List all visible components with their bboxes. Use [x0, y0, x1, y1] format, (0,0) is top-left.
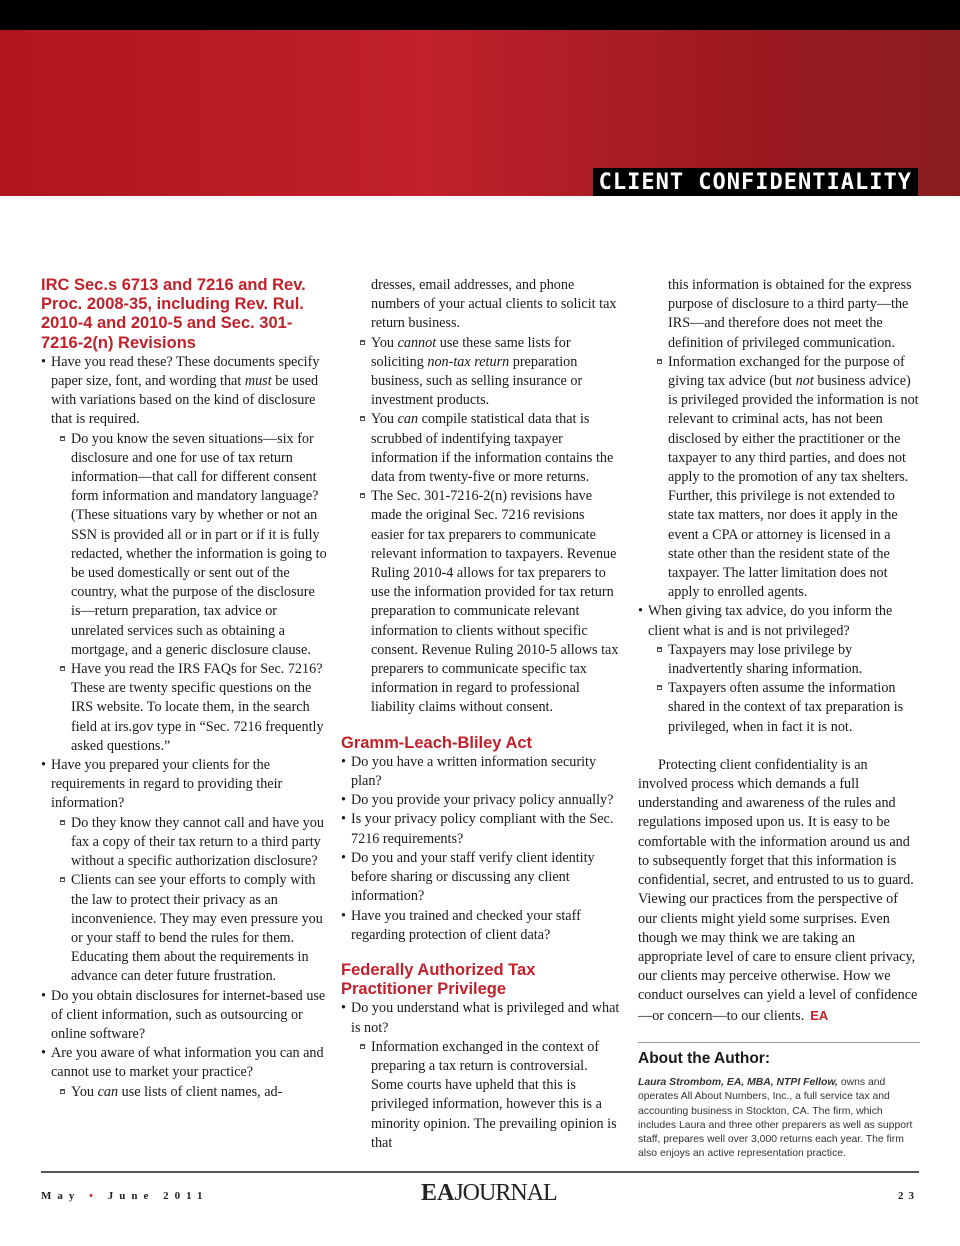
sub-list-item: You cannot use these same lists for soliciting non-tax return preparation business, such as selling insurance or investment products. [341, 334, 621, 411]
ea-journal-logo: EAJOURNAL [421, 1180, 557, 1206]
top-black-bar [0, 0, 960, 30]
sub-list-item: Information exchanged for the purpose of giving tax advice (but not business advice) is privileged provided the information is not relevant to criminal acts, has not been disclosed by either the practitioner or the taxpayer to any third parties, and does not apply to the promotion of any tax shelters. Further, this privilege is not extended to state tax matters, nor does it apply in the event a CPA or attorney is licensed in a state other than the resident state of the taxpayer. The latter limitation does not apply to enrolled agents. [638, 353, 920, 603]
list-item: • Do you have a written information security plan? [341, 753, 621, 791]
column-3 [638, 276, 920, 1162]
list-item: • Have you prepared your clients for the requirements in regard to providing their information? [41, 756, 327, 814]
list-item: • Is your privacy policy compliant with the Sec. 7216 requirements? [341, 810, 621, 848]
sub-list-item: Information exchanged in the context of preparing a tax return is controversial. Some courts have upheld that this is privileged information, however this is a minority opinion. The prevailing opinion is that [341, 1038, 621, 1153]
page-number: 23 [898, 1190, 919, 1202]
heading-irc-sections: IRC Sec.s 6713 and 7216 and Rev. Proc. 2008-35, including Rev. Rul. 2010-4 and 2010-5 and Sec. 301-7216-2(n) Revisions [41, 276, 306, 352]
list-item: • Do you provide your privacy policy annually? [341, 791, 621, 810]
sub-list-item-continued: this information is obtained for the express purpose of disclosure to a third party—the IRS—and therefore does not meet the definition of privileged communication. [668, 277, 912, 351]
sub-list-item: Have you read the IRS FAQs for Sec. 7216? These are twenty specific questions on the IRS website. To locate them, in the search field at irs.gov type in “Sec. 7216 frequently asked questions.” [41, 660, 327, 756]
issue-date: May • June 2011 [41, 1190, 209, 1202]
sub-list-item: You can use lists of client names, ad- [41, 1083, 327, 1102]
checklist-privilege-continued [638, 276, 920, 737]
sub-list-item: Do you know the seven situations—six for disclosure and one for use of tax return information—that call for different consent form information and mandatory language? (These situations vary by whether or not an SSN is provided all or in part or if it is fully redacted, whether the information is going to be used domestically or sent out of the country, what the purpose of the disclosure is—return preparation, tax advice or unrelated services such as obtaining a mortgage, and a generic disclosure clause. [41, 430, 327, 660]
footer-rule [41, 1171, 919, 1173]
sub-list-item: Taxpayers often assume the information shared in the context of tax preparation is privileged, when in fact it is not. [638, 679, 920, 737]
section-tag: CLIENT CONFIDENTIALITY [593, 168, 918, 196]
heading-gramm-leach-bliley: Gramm-Leach-Bliley Act [341, 733, 533, 752]
checklist-privilege [341, 999, 621, 1153]
list-item: • Do you and your staff verify client identity before sharing or discussing any client information? [341, 849, 621, 907]
closing-paragraph: Protecting client confidentiality is an involved process which demands a full understanding and awareness of the rules and regulations imposed upon us. It is easy to be comfortable with the information around us and to subsequently forget that this information is confidential, secret, and entrusted to us to guard. Viewing our practices from the perspective of our clients might yield some surprises. Even though we may think we are taking an appropriate level of care to ensure client privacy, our clients may perceive otherwise. How we conduct ourselves can yield a level of confidence—or concern—to our clients. EA [638, 756, 918, 1024]
column-2 [341, 276, 621, 1153]
checklist-glb [341, 753, 621, 945]
list-item: • Have you read these? These documents specify paper size, font, and wording that must be used with variations based on the kind of disclosure that is required. [41, 353, 327, 430]
heading-practitioner-privilege: Federally Authorized Tax Practitioner Privilege [341, 960, 536, 999]
author-bio: Laura Strombom, EA, MBA, NTPI Fellow, owns and operates All About Numbers, Inc., a full service tax and accounting business in Stockton, CA. The firm, which includes Laura and three other preparers as well as support staff, prepares well over 3,000 returns each year. The firm also enjoys an active representation practice. [638, 1076, 913, 1160]
about-author-heading: About the Author: [638, 1049, 770, 1067]
checklist-irc [41, 353, 327, 1102]
bullet-separator: • [89, 1190, 99, 1202]
list-item: • Have you trained and checked your staff regarding protection of client data? [341, 907, 621, 945]
sub-list-item: Clients can see your efforts to comply with the law to protect their privacy as an inconvenience. They may even pressure you or your staff to bend the rules for them. Educating them about the requirements in advance can deter future frustration. [41, 871, 327, 986]
column-1 [41, 276, 327, 1102]
end-mark: EA [810, 1007, 829, 1023]
list-item: • Are you aware of what information you can and cannot use to market your practice? [41, 1044, 327, 1082]
sub-list-item: You can compile statistical data that is scrubbed of indentifying taxpayer information if the information contains the data from twenty-five or more returns. [341, 410, 621, 487]
list-item: • When giving tax advice, do you inform the client what is and is not privileged? [638, 602, 920, 640]
author-name: Laura Strombom, EA, MBA, NTPI Fellow, [638, 1076, 838, 1088]
sub-list-item-continued: dresses, email addresses, and phone numbers of your actual clients to solicit tax return business. [371, 277, 617, 332]
sub-list-item: Do they know they cannot call and have you fax a copy of their tax return to a third party without a specific authorization disclosure? [41, 814, 327, 872]
divider [638, 1042, 920, 1043]
list-item: • Do you understand what is privileged and what is not? [341, 999, 621, 1037]
sub-list-item: The Sec. 301-7216-2(n) revisions have made the original Sec. 7216 revisions easier for tax preparers to communicate relevant information to taxpayers. Revenue Ruling 2010-4 allows for tax preparers to use the information provided for tax return preparation to communicate relevant information to clients without specific consent. Revenue Ruling 2010-5 allows tax preparers to communicate specific tax information in regard to professional liability claims without consent. [341, 487, 621, 717]
sub-list-item: Taxpayers may lose privilege by inadvertently sharing information. [638, 641, 920, 679]
list-item: • Do you obtain disclosures for internet-based use of client information, such as outsourcing or online software? [41, 987, 327, 1045]
checklist-irc-continued [341, 276, 621, 718]
